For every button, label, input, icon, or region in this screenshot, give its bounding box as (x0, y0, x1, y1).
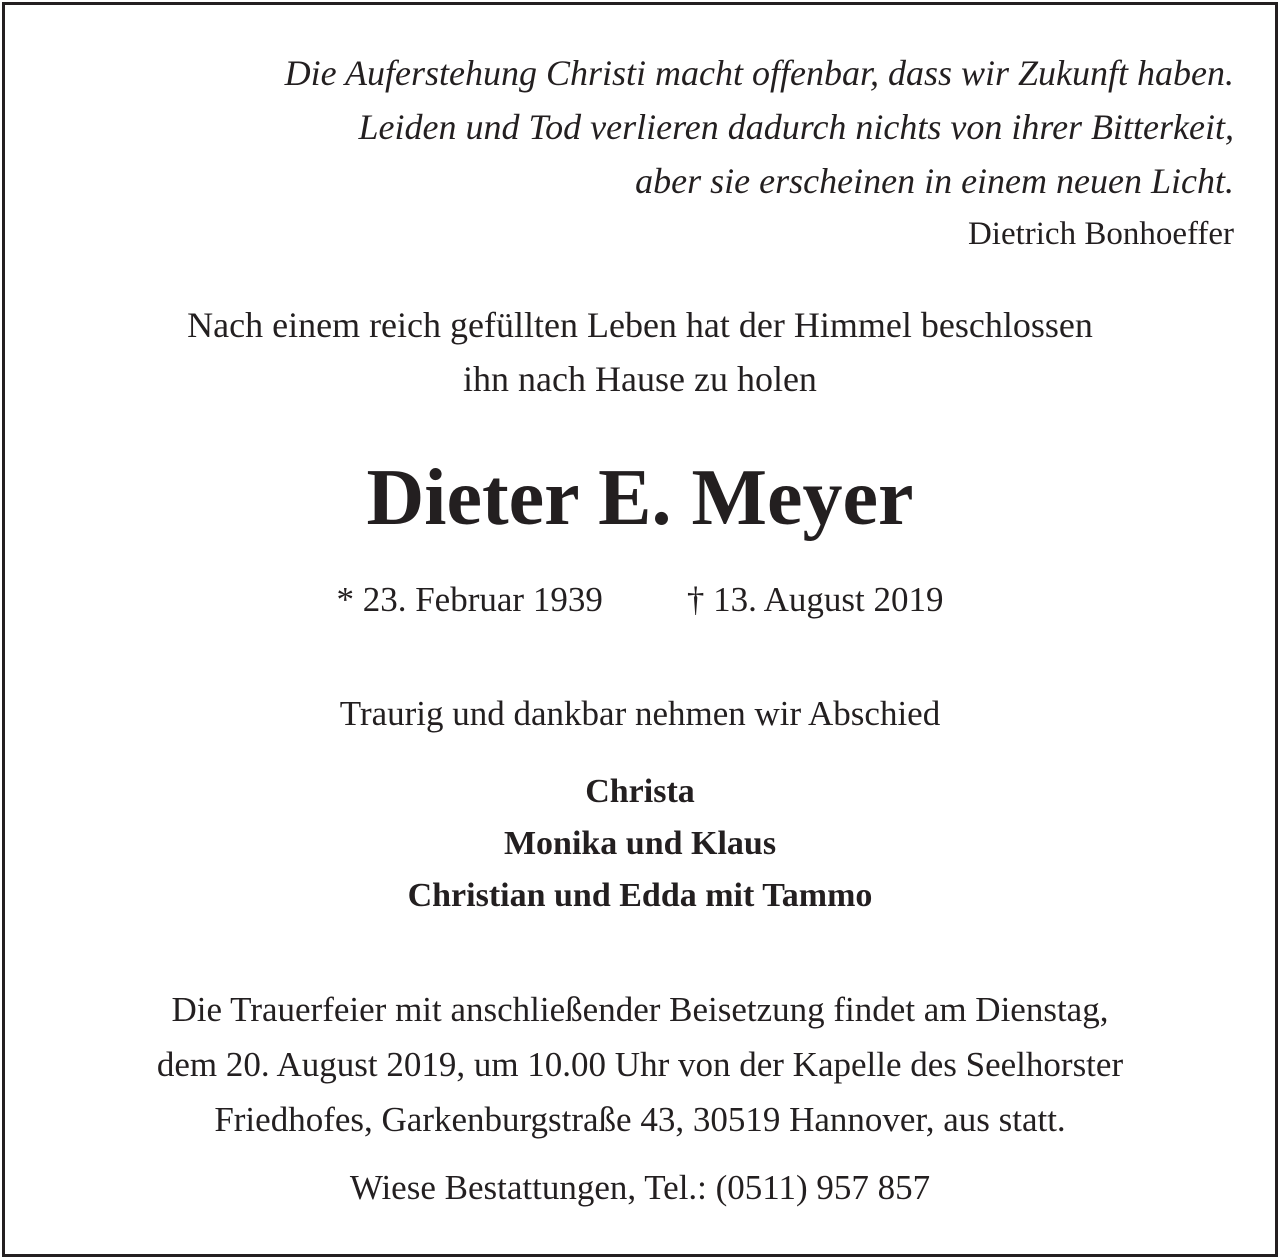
mourner-name: Christian und Edda mit Tammo (407, 877, 873, 914)
birth-date: * 23. Februar 1939 (336, 580, 603, 619)
farewell-text: Traurig und dankbar nehmen wir Abschied (339, 694, 941, 733)
quote-line-2: Leiden und Tod verlieren dadurch nichts von ihrer Bitterkeit, (358, 107, 1234, 147)
funeral-details (0, 982, 1280, 1147)
quote-line-3: aber sie erscheinen in einem neuen Licht. (635, 161, 1234, 201)
mourners-list (0, 766, 1280, 922)
mourner-name: Christa (585, 773, 695, 810)
deceased-name: Dieter E. Meyer (366, 454, 914, 542)
intro-line-2: ihn nach Hause zu holen (463, 359, 817, 399)
epigraph-quote (285, 46, 1234, 258)
mourner-name: Monika und Klaus (503, 825, 777, 862)
undertaker-contact: Wiese Bestattungen, Tel.: (0511) 957 857 (349, 1168, 931, 1207)
funeral-line-3: Friedhofes, Garkenburgstraße 43, 30519 Hannover, aus statt. (214, 1100, 1066, 1139)
funeral-line-2: dem 20. August 2019, um 10.00 Uhr von der Kapelle des Seelhorster (156, 1045, 1124, 1084)
funeral-line-1: Die Trauerfeier mit anschließender Beisetzung findet am Dienstag, (171, 990, 1109, 1029)
intro-text (0, 298, 1280, 406)
intro-line-1: Nach einem reich gefüllten Leben hat der Himmel beschlossen (187, 305, 1093, 345)
quote-author: Dietrich Bonhoeffer (967, 216, 1234, 252)
death-date: † 13. August 2019 (686, 580, 944, 619)
quote-line-1: Die Auferstehung Christi macht offenbar, dass wir Zukunft haben. (284, 53, 1234, 93)
life-dates (0, 574, 1280, 626)
